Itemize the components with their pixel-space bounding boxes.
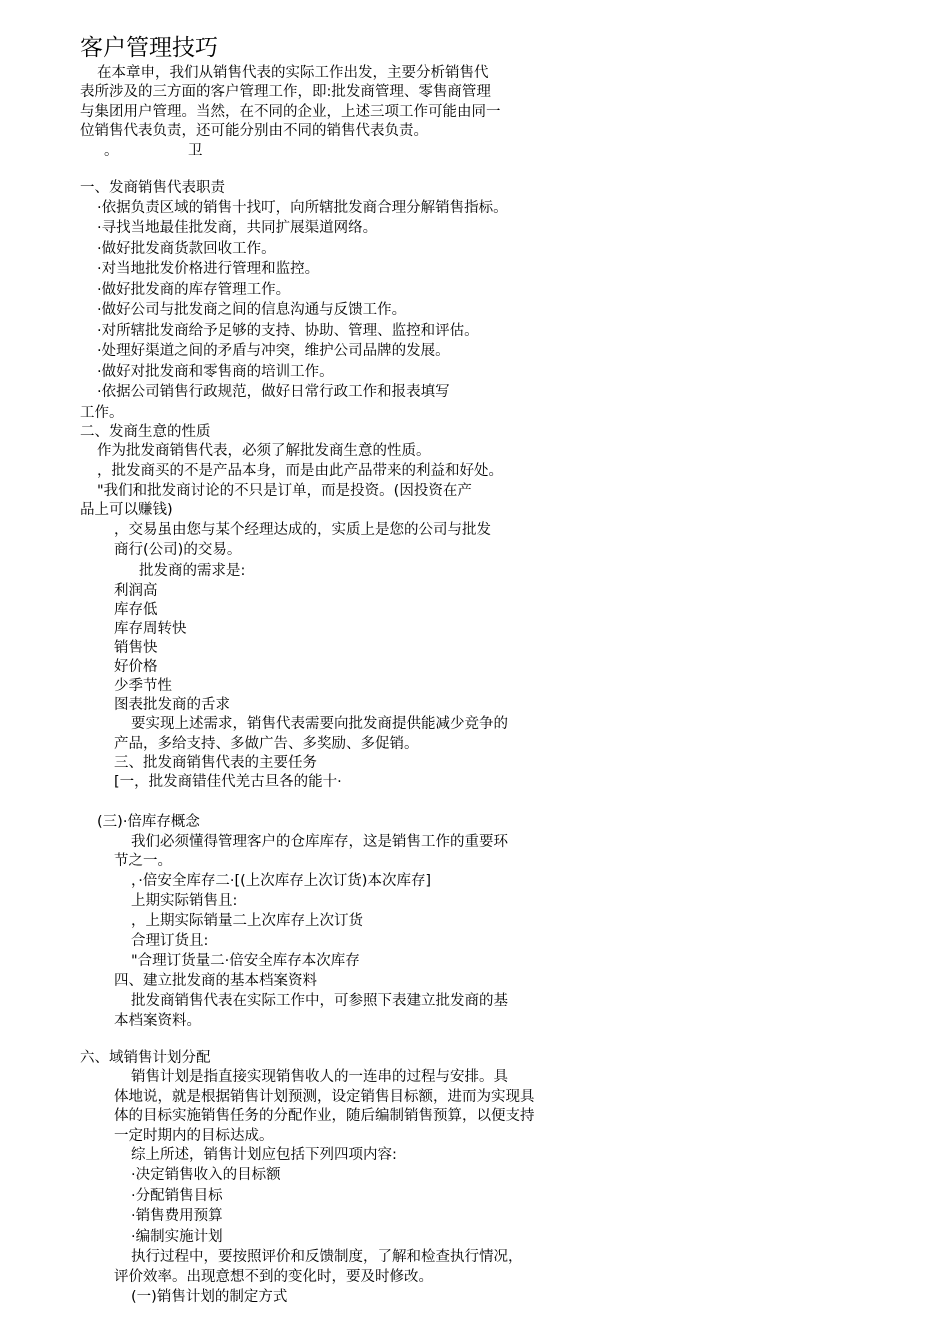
text-line: 。 [104,143,119,159]
text-line: 作为批发商销售代表，必须了解批发商生意的性质。 [97,443,431,459]
text-line: 批发商销售代表在实际工作中，可参照下表建立批发商的基 [131,993,508,1009]
text-line: 产品，多给支持、多做广告、多奖励、多促销。 [114,736,419,752]
text-line: 批发商的需求是: [139,563,246,579]
text-line: 要实现上述需求，销售代表需要向批发商提供能减少竞争的 [131,716,508,732]
bullet-item: ·销售费用预算 [131,1208,223,1224]
bullet-item: ·分配销售目标 [131,1188,223,1204]
text-line: 位销售代表负责，还可能分别由不同的销售代表负责。 [80,123,428,139]
bullet-item: ·做好批发商货款回收工作。 [97,241,276,257]
bullet-item: ·做好公司与批发商之间的信息沟通与反馈工作。 [97,302,407,318]
list-item: 利润高 [114,583,158,599]
text-line: 品上可以赚钱) [80,502,173,518]
document-title: 客户管理技巧 [80,35,218,61]
bullet-item: ·依据公司销售行政规范，做好日常行政工作和报表填写 [97,384,450,400]
bullet-item: ·做好批发商的库存管理工作。 [97,282,291,298]
text-line: 图表批发商的舌求 [114,697,230,713]
section-heading: 二、发商生意的性质 [80,424,211,440]
section-heading: 三、批发商销售代表的主要任务 [114,755,317,771]
bullet-item: ·编制实施计划 [131,1229,223,1245]
text-line: 销售计划是指直接实现销售收人的一连串的过程与安排。具 [131,1069,508,1085]
text-line: 综上所述，销售计划应包括下列四项内容: [131,1147,397,1163]
text-line: 上期实际销售且: [131,893,238,909]
text-line: [一，批发商错佳代羌古旦各的能十· [114,774,342,790]
text-line: 体地说，就是根据销售计划预测，设定销售目标额，进而为实现具 [114,1089,535,1105]
text-line: 卫 [188,143,203,159]
text-line: 一定时期内的目标达成。 [114,1128,274,1144]
text-line: 我们必须懂得管理客户的仓库库存，这是销售工作的重要环 [131,834,508,850]
text-line: 在本章申，我们从销售代表的实际工作出发，主要分析销售代 [97,65,489,81]
text-line: 评价效率。出现意想不到的变化时，要及时修改。 [114,1269,433,1285]
list-item: 库存周转快 [114,621,187,637]
bullet-item: ·做好对批发商和零售商的培训工作。 [97,364,334,380]
section-heading: (一)销售计划的制定方式 [131,1289,288,1305]
bullet-item: ·处理好渠道之间的矛盾与冲突，维护公司品牌的发展。 [97,343,450,359]
text-line: "我们和批发商讨论的不只是订单，而是投资。(因投资在产 [97,483,472,499]
section-heading: 一、发商销售代表职责 [80,180,225,196]
section-heading: 四、建立批发商的基本档案资料 [114,973,317,989]
bullet-item: ·依据负责区域的销售十找叮，向所辖批发商合理分解销售指标。 [97,200,508,216]
list-item: 好价格 [114,659,158,675]
section-heading: 六、域销售计划分配 [80,1050,211,1066]
text-line: 与集团用户管理。当然，在不同的企业，上述三项工作可能由同一 [80,104,501,120]
bullet-item: ·决定销售收入的目标额 [131,1167,281,1183]
text-line: ，批发商买的不是产品本身，而是由此产品带来的利益和好处。 [97,463,503,479]
text-line: 节之一。 [114,853,172,869]
formula-line: ，上期实际销量二上次库存上次订货 [131,913,363,929]
text-line: 商行(公司)的交易。 [114,542,242,558]
list-item: 库存低 [114,602,158,618]
section-heading: (三)·倍库存概念 [97,814,200,830]
text-line: 本档案资料。 [114,1013,201,1029]
bullet-item: ·对当地批发价格进行管理和监控。 [97,261,320,277]
formula-line: "合理订货量二·倍安全库存本次库存 [131,953,360,969]
list-item: 少季节性 [114,678,172,694]
text-line: 工作。 [80,405,124,421]
bullet-item: ·寻找当地最佳批发商，共同扩展渠道网络。 [97,220,378,236]
text-line: 合理订货且: [131,933,209,949]
text-line: 表所涉及的三方面的客户管理工作，即:批发商管理、零售商管理 [80,84,491,100]
list-item: 销售快 [114,640,158,656]
text-line: 执行过程中，要按照评价和反馈制度，了解和检查执行情况， [131,1249,523,1265]
bullet-item: ·对所辖批发商给予足够的支持、协助、管理、监控和评估。 [97,323,479,339]
text-line: ，交易虽由您与某个经理达成的，实质上是您的公司与批发 [114,522,491,538]
text-line: 体的目标实施销售任务的分配作业，随后编制销售预算，以便支持 [114,1108,535,1124]
formula-line: ，·倍安全库存二·[(上次库存上次订货)本次库存] [131,873,432,889]
